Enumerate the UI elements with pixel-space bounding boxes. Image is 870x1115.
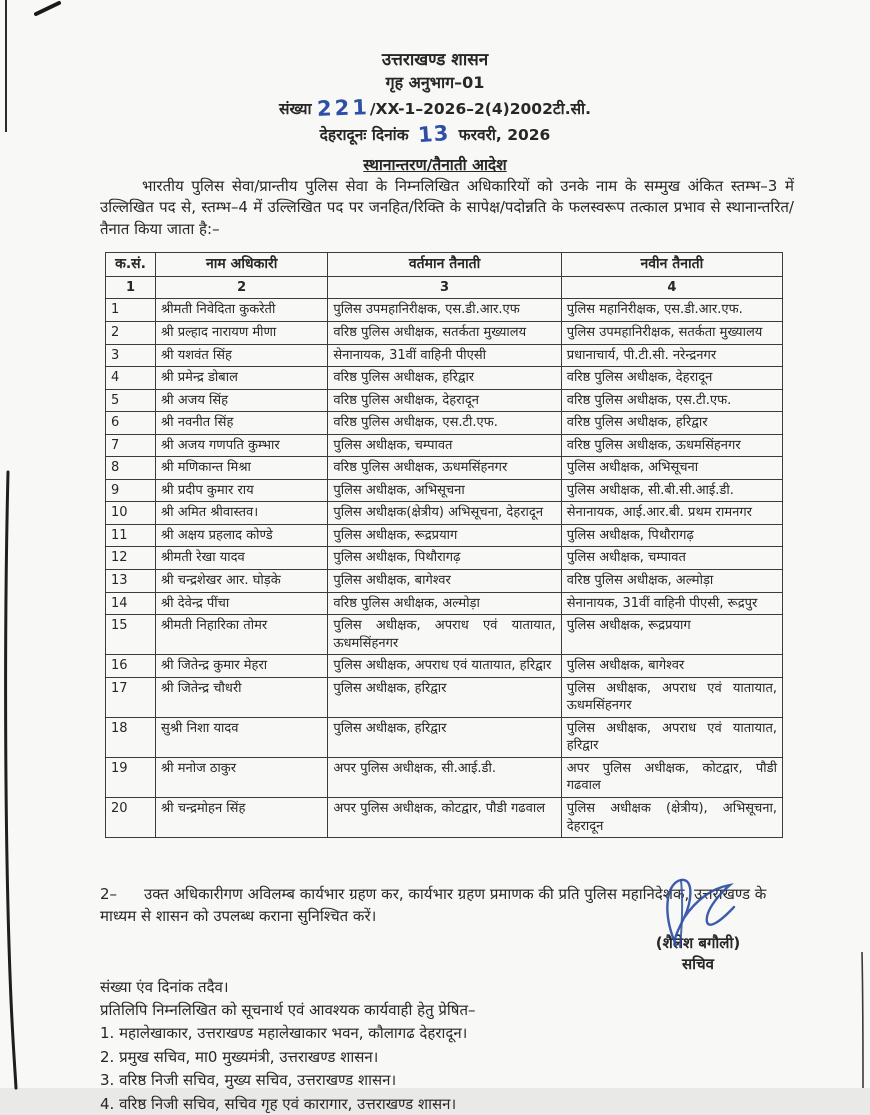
new-posting: पुलिस महानिरीक्षक, एस.डी.आर.एफ.	[561, 299, 782, 322]
new-posting: पुलिस अधीक्षक, बागेश्वर	[561, 655, 782, 678]
row-serial: 19	[106, 757, 156, 797]
header-officer-name: नाम अधिकारी	[156, 253, 328, 277]
table-row	[106, 367, 783, 390]
footer-number-date-line: संख्या एंव दिनांक तदैव।	[100, 976, 760, 999]
current-posting: पुलिस अधीक्षक, अपराध एवं यातायात, ऊधमसिंहनगर	[328, 615, 561, 655]
header-serial: क.सं.	[106, 253, 156, 277]
table-row	[106, 547, 783, 570]
row-serial: 4	[106, 367, 156, 390]
new-posting: पुलिस अधीक्षक, पिथौरागढ़	[561, 524, 782, 547]
new-posting: पुलिस अधीक्षक, रूद्रप्रयाग	[561, 615, 782, 655]
new-posting: सेनानायक, आई.आर.बी. प्रथम रामनगर	[561, 502, 782, 525]
distribution-list-item: 1. महालेखाकार, उत्तराखण्ड महालेखाकार भवन, कौलागढ देहरादून।	[100, 1022, 760, 1045]
column-number-row	[106, 276, 783, 299]
table-row	[106, 592, 783, 615]
table-row	[106, 457, 783, 480]
current-posting: वरिष्ठ पुलिस अधीक्षक, अल्मोड़ा	[328, 592, 561, 615]
clause-2	[100, 884, 794, 928]
new-posting: पुलिस अधीक्षक (क्षेत्रीय), अभिसूचना, देहरादून	[561, 798, 782, 838]
officer-name: श्री मणिकान्त मिश्रा	[156, 457, 328, 480]
officer-name: श्री अजय गणपति कुम्भार	[156, 434, 328, 457]
table-row	[106, 479, 783, 502]
place-date-label: देहरादूनः दिनांक	[320, 126, 409, 144]
officer-name: श्री अजय सिंह	[156, 389, 328, 412]
column-number: 1	[106, 276, 156, 299]
current-posting: पुलिस अधीक्षक, हरिद्वार	[328, 677, 561, 717]
table-row	[106, 655, 783, 678]
order-number-label: संख्या	[279, 100, 312, 118]
table-row	[106, 321, 783, 344]
table-row	[106, 412, 783, 435]
current-posting: पुलिस अधीक्षक, अपराध एवं यातायात, हरिद्वार	[328, 655, 561, 678]
clause-2-text: उक्त अधिकारीगण अविलम्ब कार्यभार ग्रहण कर, कार्यभार ग्रहण प्रमाणक की प्रति पुलिस महानिदेशक, उत्तराखण्ड के माध्यम से शासन को उपलब्ध कराना सुनिश्चित करें।	[100, 885, 766, 925]
copy-forward-line: प्रतिलिपि निम्नलिखित को सूचनार्थ एवं आवश्यक कार्यवाही हेतु प्रेषित–	[100, 999, 760, 1022]
table-row	[106, 717, 783, 757]
row-serial: 12	[106, 547, 156, 570]
officer-name: श्री चन्द्रमोहन सिंह	[156, 798, 328, 838]
row-serial: 18	[106, 717, 156, 757]
officer-name: श्री अमित श्रीवास्तव।	[156, 502, 328, 525]
table-row	[106, 570, 783, 593]
current-posting: अपर पुलिस अधीक्षक, कोटद्वार, पौडी गढवाल	[328, 798, 561, 838]
order-number-rest: /XX-1–2026–2(4)2002टी.सी.	[370, 100, 591, 118]
transfer-table-body	[106, 299, 783, 838]
row-serial: 3	[106, 344, 156, 367]
row-serial: 10	[106, 502, 156, 525]
header-new-posting: नवीन तैनाती	[561, 253, 782, 277]
table-row	[106, 798, 783, 838]
table-row	[106, 502, 783, 525]
signatory-name: (शैलेश बगौली)	[612, 933, 784, 954]
table-row	[106, 757, 783, 797]
new-posting: पुलिस उपमहानिरीक्षक, सतर्कता मुख्यालय	[561, 321, 782, 344]
table-row	[106, 344, 783, 367]
department-section: गृह अनुभाग–01	[0, 73, 870, 93]
new-posting: वरिष्ठ पुलिस अधीक्षक, देहरादून	[561, 367, 782, 390]
row-serial: 1	[106, 299, 156, 322]
table-row	[106, 389, 783, 412]
current-posting: पुलिस अधीक्षक, चम्पावत	[328, 434, 561, 457]
new-posting: पुलिस अधीक्षक, सी.बी.सी.आई.डी.	[561, 479, 782, 502]
government-name: उत्तराखण्ड शासन	[0, 50, 870, 71]
distribution-list-item: 4. वरिष्ठ निजी सचिव, सचिव गृह एवं कारागार, उत्तराखण्ड शासन।	[100, 1093, 760, 1115]
new-posting: पुलिस अधीक्षक, अपराध एवं यातायात, हरिद्वार	[561, 717, 782, 757]
row-serial: 15	[106, 615, 156, 655]
row-serial: 7	[106, 434, 156, 457]
current-posting: अपर पुलिस अधीक्षक, सी.आई.डी.	[328, 757, 561, 797]
new-posting: वरिष्ठ पुलिस अधीक्षक, अल्मोड़ा	[561, 570, 782, 593]
current-posting: पुलिस अधीक्षक, बागेश्वर	[328, 570, 561, 593]
table-row	[106, 524, 783, 547]
officer-name: श्री प्रदीप कुमार राय	[156, 479, 328, 502]
table-row	[106, 299, 783, 322]
new-posting: पुलिस अधीक्षक, अपराध एवं यातायात, ऊधमसिंहनगर	[561, 677, 782, 717]
column-number: 3	[328, 276, 561, 299]
current-posting: पुलिस अधीक्षक, हरिद्वार	[328, 717, 561, 757]
current-posting: पुलिस अधीक्षक, अभिसूचना	[328, 479, 561, 502]
column-number: 4	[561, 276, 782, 299]
scan-edge-left-bottom	[6, 472, 16, 1088]
intro-paragraph: भारतीय पुलिस सेवा/प्रान्तीय पुलिस सेवा के निम्नलिखित अधिकारियों को उनके नाम के सम्मुख अंकित स्तम्भ–3 में उल्लिखित पद से, स्तम्भ–4 में उल्लिखित पद पर जनहित/रिक्ति के सापेक्ष/पदोन्नति के फलस्वरूप तत्काल प्रभाव से स्थानान्तरित/तैनात किया जाता है:–	[100, 176, 794, 240]
current-posting: वरिष्ठ पुलिस अधीक्षक, एस.टी.एफ.	[328, 412, 561, 435]
date-rest: फरवरी, 2026	[459, 126, 551, 144]
row-serial: 6	[106, 412, 156, 435]
officer-name: श्रीमती निवेदिता कुकरेती	[156, 299, 328, 322]
new-posting: पुलिस अधीक्षक, चम्पावत	[561, 547, 782, 570]
officer-name: श्री नवनीत सिंह	[156, 412, 328, 435]
clause-2-number: 2–	[100, 884, 144, 906]
current-posting: पुलिस अधीक्षक, पिथौरागढ़	[328, 547, 561, 570]
new-posting: अपर पुलिस अधीक्षक, कोटद्वार, पौडी गढवाल	[561, 757, 782, 797]
date-handwritten: 13	[417, 123, 450, 146]
new-posting: प्रधानाचार्य, पी.टी.सी. नरेन्द्रनगर	[561, 344, 782, 367]
new-posting: सेनानायक, 31वीं वाहिनी पीएसी, रूद्रपुर	[561, 592, 782, 615]
distribution-list	[100, 1022, 760, 1115]
officer-name: श्री मनोज ठाकुर	[156, 757, 328, 797]
table-row	[106, 615, 783, 655]
current-posting: वरिष्ठ पुलिस अधीक्षक, सतर्कता मुख्यालय	[328, 321, 561, 344]
transfer-table-container	[105, 252, 783, 838]
new-posting: वरिष्ठ पुलिस अधीक्षक, एस.टी.एफ.	[561, 389, 782, 412]
new-posting: वरिष्ठ पुलिस अधीक्षक, ऊधमसिंहनगर	[561, 434, 782, 457]
scan-edge-right-bottom	[862, 952, 863, 1088]
column-number: 2	[156, 276, 328, 299]
officer-name: श्रीमती रेखा यादव	[156, 547, 328, 570]
signatory-designation: सचिव	[612, 954, 784, 975]
document-header	[0, 50, 870, 145]
table-row	[106, 434, 783, 457]
row-serial: 9	[106, 479, 156, 502]
row-serial: 8	[106, 457, 156, 480]
place-date-line	[0, 123, 870, 145]
table-row	[106, 677, 783, 717]
row-serial: 5	[106, 389, 156, 412]
officer-name: श्री प्रमेन्द्र डोबाल	[156, 367, 328, 390]
row-serial: 17	[106, 677, 156, 717]
distribution-section	[100, 976, 760, 1115]
signature-block	[612, 933, 784, 975]
officer-name: श्री देवेन्द्र पींचा	[156, 592, 328, 615]
officer-name: श्री जितेन्द्र कुमार मेहरा	[156, 655, 328, 678]
current-posting: पुलिस उपमहानिरीक्षक, एस.डी.आर.एफ	[328, 299, 561, 322]
new-posting: वरिष्ठ पुलिस अधीक्षक, हरिद्वार	[561, 412, 782, 435]
row-serial: 13	[106, 570, 156, 593]
table-header-row	[106, 253, 783, 277]
row-serial: 2	[106, 321, 156, 344]
distribution-list-item: 2. प्रमुख सचिव, मा0 मुख्यमंत्री, उत्तराखण्ड शासन।	[100, 1046, 760, 1069]
order-number-handwritten: 221	[317, 97, 371, 120]
row-serial: 20	[106, 798, 156, 838]
order-number-line	[0, 97, 870, 119]
officer-name: श्री चन्द्रशेखर आर. घोड़के	[156, 570, 328, 593]
officer-name: श्री अक्षय प्रहलाद कोण्डे	[156, 524, 328, 547]
header-current-posting: वर्तमान तैनाती	[328, 253, 561, 277]
current-posting: वरिष्ठ पुलिस अधीक्षक, ऊधमसिंहनगर	[328, 457, 561, 480]
current-posting: वरिष्ठ पुलिस अधीक्षक, देहरादून	[328, 389, 561, 412]
row-serial: 11	[106, 524, 156, 547]
order-title: स्थानान्तरण/तैनाती आदेश	[0, 153, 870, 175]
current-posting: सेनानायक, 31वीं वाहिनी पीएसी	[328, 344, 561, 367]
distribution-list-item: 3. वरिष्ठ निजी सचिव, मुख्य सचिव, उत्तराखण्ड शासन।	[100, 1069, 760, 1092]
officer-name: श्री जितेन्द्र चौधरी	[156, 677, 328, 717]
current-posting: पुलिस अधीक्षक, रूद्रप्रयाग	[328, 524, 561, 547]
row-serial: 16	[106, 655, 156, 678]
current-posting: पुलिस अधीक्षक(क्षेत्रीय) अभिसूचना, देहरादून	[328, 502, 561, 525]
officer-name: श्री यशवंत सिंह	[156, 344, 328, 367]
row-serial: 14	[106, 592, 156, 615]
officer-name: श्रीमती निहारिका तोमर	[156, 615, 328, 655]
transfer-table	[105, 252, 783, 838]
officer-name: सुश्री निशा यादव	[156, 717, 328, 757]
current-posting: वरिष्ठ पुलिस अधीक्षक, हरिद्वार	[328, 367, 561, 390]
officer-name: श्री प्रल्हाद नारायण मीणा	[156, 321, 328, 344]
new-posting: पुलिस अधीक्षक, अभिसूचना	[561, 457, 782, 480]
pen-mark-icon	[36, 3, 59, 14]
